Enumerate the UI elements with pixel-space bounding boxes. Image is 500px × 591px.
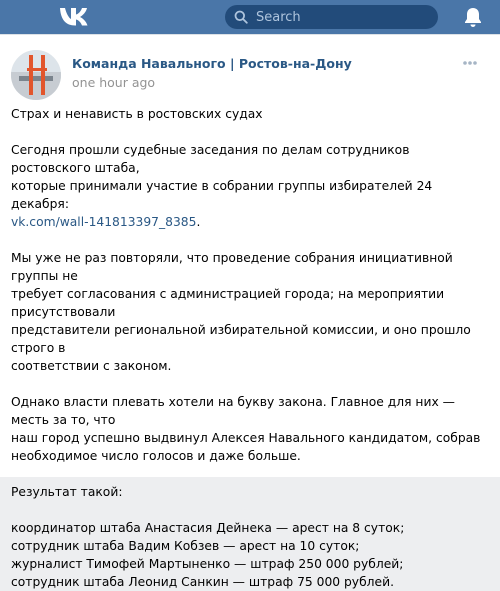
paragraph-line: которые принимали участие в собрании группы избирателей 24 декабря: <box>11 179 433 211</box>
search-input[interactable]: Search <box>256 9 301 25</box>
search-icon <box>234 10 248 24</box>
result-item: сотрудник штаба Вадим Кобзев — арест на 10 суток; <box>11 539 360 553</box>
top-bar <box>0 0 500 34</box>
avatar-image <box>11 50 61 100</box>
paragraph-line: необходимое число голосов и даже больше. <box>11 449 301 463</box>
paragraph-line: требует согласования с администрацией города; на мероприятии присутствовали <box>11 287 445 319</box>
result-item: журналист Тимофей Мартыненко — штраф 250 000 рублей; <box>11 557 404 571</box>
vk-logo-icon[interactable] <box>58 5 98 29</box>
paragraph-line: Сегодня прошли судебные заседания по делам сотрудников ростовского штаба, <box>11 143 410 175</box>
results-heading: Результат такой: <box>11 485 123 499</box>
paragraph-line: представители региональной избирательной комиссии, и оно прошло строго в <box>11 323 471 355</box>
wall-post-link[interactable]: vk.com/wall-141813397_8385 <box>11 215 197 229</box>
paragraph-line: Мы уже не раз повторяли, что проведение собрания инициативной группы не <box>11 251 453 283</box>
link-suffix: . <box>196 215 201 229</box>
paragraph-line <box>11 213 491 231</box>
result-item: координатор штаба Анастасия Дейнека — арест на 8 суток; <box>11 521 405 535</box>
post-author-link[interactable]: Команда Навального | Ростов-на-Дону <box>72 56 352 71</box>
bell-icon[interactable] <box>463 6 483 28</box>
post-time[interactable]: one hour ago <box>72 75 156 90</box>
avatar[interactable] <box>11 50 61 100</box>
post-text <box>11 105 491 591</box>
post-card <box>0 34 500 589</box>
more-options-icon[interactable] <box>462 60 478 66</box>
paragraph-line: наш город успешно выдвинул Алексея Навального кандидатом, собрав <box>11 431 481 445</box>
post-title: Страх и ненависть в ростовских судах <box>11 107 263 121</box>
result-item: сотрудник штаба Леонид Санкин — штраф 75 000 рублей. <box>11 575 394 589</box>
paragraph-line: Однако власти плевать хотели на букву закона. Главное для них — месть за то, что <box>11 395 455 427</box>
search-box[interactable] <box>225 5 438 29</box>
paragraph-line: соответствии с законом. <box>11 359 172 373</box>
